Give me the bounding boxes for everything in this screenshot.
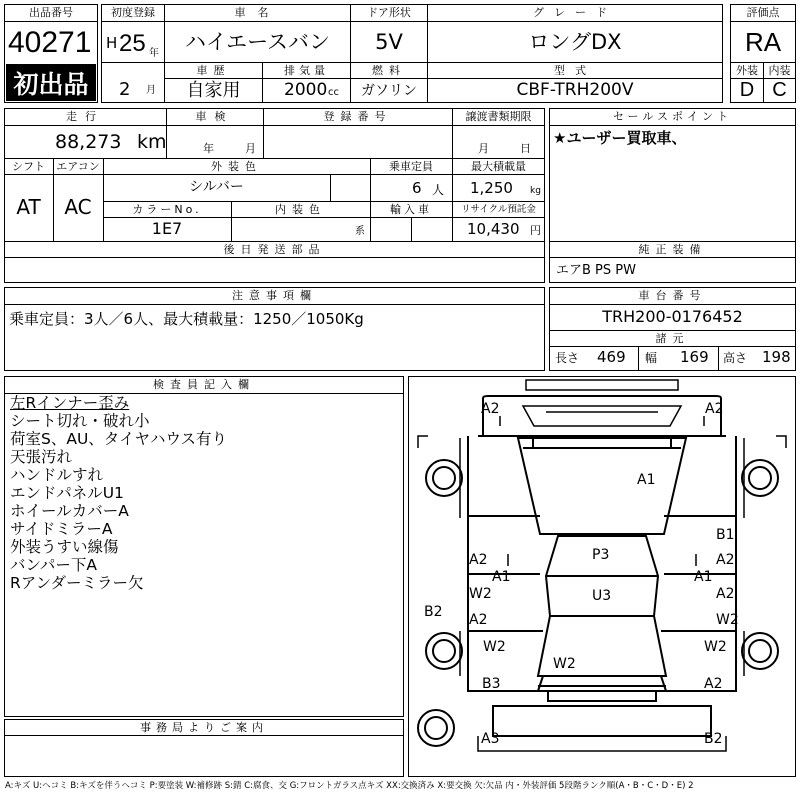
capacity-unit: 人	[432, 183, 445, 197]
chassis-line	[549, 304, 796, 305]
model-value: CBF-TRH200V	[516, 80, 634, 100]
chassis-line	[638, 346, 639, 371]
recycle-label: リサイクル預託金	[461, 204, 536, 215]
max-load-label: 最大積載量	[471, 160, 526, 173]
inspection-label: 車検	[195, 110, 234, 123]
specs-line	[4, 174, 545, 175]
int-color-unit: 系	[355, 226, 365, 237]
inspector-line-3: 天張汚れ	[10, 448, 73, 466]
caution-line	[4, 304, 545, 305]
damage-code: A2	[716, 552, 735, 568]
damage-code: B3	[482, 676, 501, 692]
mileage-unit: km	[137, 131, 167, 153]
history-value: 自家用	[186, 80, 241, 101]
chassis-number: TRH200-0176452	[602, 307, 743, 326]
inspector-line-1: シート切れ・破れ小	[10, 412, 150, 430]
specs-line	[330, 174, 331, 201]
length-label: 長さ	[555, 351, 580, 365]
specs-line	[103, 201, 545, 202]
damage-code: A3	[481, 731, 500, 747]
first-reg-month: 2	[119, 79, 131, 100]
ext-color-label: 外装色	[211, 160, 262, 173]
first-reg-month-unit: 月	[146, 85, 156, 96]
inspection-year-unit: 年	[203, 142, 214, 155]
dims-label: 諸元	[655, 332, 690, 345]
damage-code: B2	[424, 604, 443, 620]
legend-text: A:キズ U:ヘコミ B:キズを伴うヘコミ P:要塗装 W:補修跡 S:錆 C:腐食、交 G:フロントガラス点キズ XX:交換済み X:要交換 欠:欠品 内・外装評価 5段階ランク順(A・B・C・D・E) 2	[5, 781, 694, 791]
first-reg-month-box	[101, 62, 165, 103]
damage-code: A1	[637, 472, 656, 488]
damage-code: A2	[716, 586, 735, 602]
interior-value: C	[772, 79, 787, 101]
shift-label: シフト	[12, 160, 45, 173]
width-label: 幅	[645, 351, 658, 365]
damage-code: P3	[592, 547, 610, 563]
first-reg-label: 初度登録	[111, 6, 155, 19]
first-reg-year-unit: 年	[149, 48, 159, 59]
specs-line	[4, 125, 545, 126]
height-label: 高さ	[723, 351, 748, 365]
inspector-line-6: ホイールカバーA	[10, 502, 129, 520]
genuine-label: 純正装備	[638, 243, 707, 256]
damage-code: B2	[704, 731, 723, 747]
damage-code: A2	[481, 401, 500, 417]
inspector-line-5: エンドパネルU1	[10, 484, 124, 502]
damage-code: A2	[705, 401, 724, 417]
inspection-month-unit: 月	[245, 142, 256, 155]
capacity-label: 乗車定員	[389, 160, 433, 173]
damage-code: W2	[704, 639, 727, 655]
mileage-label: 走行	[66, 110, 104, 123]
recycle-value: 10,430	[467, 220, 520, 238]
recycle-unit: 円	[530, 224, 541, 237]
chassis-label: 車台番号	[638, 289, 707, 302]
reg-no-label: 登録番号	[323, 110, 392, 123]
first-reg-era: H	[106, 34, 118, 52]
sales-point-text: ★ユーザー買取車、	[553, 129, 687, 147]
ac-value: AC	[64, 195, 92, 219]
fuel-label: 燃料	[372, 64, 406, 77]
width-value: 169	[680, 348, 709, 366]
sales-line	[549, 257, 796, 258]
inspector-line-7: サイドミラーA	[10, 520, 113, 538]
mileage-value: 88,273	[55, 131, 122, 153]
chassis-line	[549, 346, 796, 347]
transfer-label: 譲渡書類期限	[465, 110, 532, 123]
history-label: 車歴	[196, 64, 231, 77]
damage-code: W2	[483, 639, 506, 655]
chassis-line	[549, 330, 796, 331]
inspector-line-9: バンパー下A	[10, 556, 98, 574]
genuine-text: エアB PS PW	[556, 263, 636, 278]
specs-line	[4, 257, 545, 258]
ext-color-value: シルバー	[189, 179, 244, 195]
damage-code: B1	[716, 527, 735, 543]
int-color-label: 内装色	[275, 203, 326, 216]
displacement-label: 排気量	[284, 64, 329, 77]
first-reg-year: 25	[119, 30, 146, 57]
sales-line	[549, 125, 796, 126]
transfer-day-unit: 日	[520, 142, 531, 155]
inspector-line-8: 外装うすい線傷	[10, 538, 119, 556]
damage-code: W2	[716, 612, 739, 628]
chassis-line	[718, 346, 719, 371]
height-value: 198	[762, 348, 791, 366]
specs-line	[411, 217, 412, 241]
inspector-label: 検査員記入欄	[153, 378, 255, 391]
inspector-line-0: 左Rインナー歪み	[10, 394, 130, 412]
damage-code: A2	[469, 552, 488, 568]
caution-label: 注意事項欄	[232, 289, 317, 302]
car-name: ハイエースバン	[184, 30, 331, 54]
exterior-value: D	[739, 79, 755, 101]
damage-code: U3	[592, 588, 612, 604]
fuel-value: ガソリン	[361, 83, 417, 99]
max-load-value: 1,250	[470, 179, 513, 197]
car-name-label: 車名	[234, 6, 281, 19]
door-value: 5V	[375, 30, 403, 54]
damage-code: A1	[694, 569, 713, 585]
office-line	[4, 735, 404, 736]
office-label: 事務局よりご案内	[140, 721, 268, 734]
color-no-label: カラーNo.	[132, 203, 202, 216]
caution-text: 乗車定員：3人／6人、最大積載量：1250／1050Kg	[9, 310, 364, 328]
color-no-value: 1E7	[151, 219, 183, 238]
inspector-line-4: ハンドルすれ	[10, 466, 104, 484]
sales-line	[549, 241, 796, 242]
specs-line	[103, 217, 545, 218]
transfer-month-unit: 月	[478, 142, 489, 155]
lot-label: 出品番号	[29, 6, 73, 19]
car-diagram	[408, 376, 796, 777]
inspector-line-2: 荷室S、AU、タイヤハウス有り	[10, 430, 228, 448]
grade-label: グレード	[533, 6, 617, 19]
exterior-label: 外装	[736, 64, 758, 77]
damage-code: A1	[492, 569, 511, 585]
first-listing-badge: 初出品	[6, 64, 96, 101]
score-value: RA	[744, 27, 782, 57]
model-label: 型式	[554, 64, 596, 77]
specs-line	[4, 158, 545, 159]
inspector-line-10: Rアンダーミラー欠	[10, 574, 144, 592]
ac-label: エアコン	[56, 160, 100, 173]
grade-value: ロングDX	[528, 30, 622, 54]
displacement-value: 2000	[284, 80, 328, 100]
import-label: 輸入車	[390, 203, 432, 216]
damage-code: W2	[553, 656, 576, 672]
later-parts-label: 後日発送部品	[223, 243, 326, 256]
max-load-unit: kg	[530, 186, 541, 196]
door-label: ドア形状	[367, 6, 411, 19]
capacity-value: 6	[412, 179, 422, 197]
shift-value: AT	[16, 195, 41, 219]
damage-code: A2	[704, 676, 723, 692]
interior-label: 内装	[768, 64, 791, 77]
damage-code: W2	[469, 586, 492, 602]
damage-code: A2	[469, 612, 488, 628]
displacement-unit: cc	[328, 87, 339, 98]
lot-number: 40271	[8, 26, 92, 59]
score-label: 評価点	[746, 6, 780, 19]
sales-point-label: セールスポイント	[612, 110, 732, 123]
length-value: 469	[597, 348, 626, 366]
specs-line	[4, 241, 545, 242]
